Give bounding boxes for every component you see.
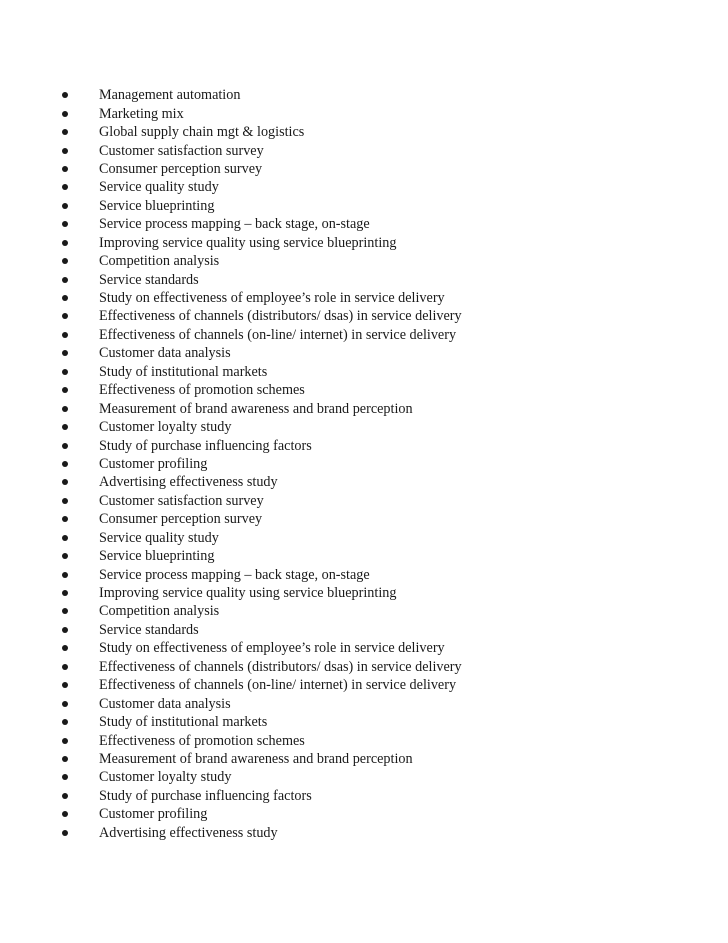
list-item: [62, 381, 662, 399]
list-item: [62, 787, 662, 805]
list-item: [62, 824, 662, 842]
bullet-icon: [62, 221, 68, 227]
list-item: [62, 473, 662, 491]
list-item-text: Improving service quality using service blueprinting: [99, 585, 397, 602]
list-item-text: Service standards: [99, 621, 199, 638]
list-item-text: Advertising effectiveness study: [99, 824, 278, 841]
bullet-icon: [62, 313, 68, 319]
bullet-icon: [62, 111, 68, 117]
list-item: [62, 565, 662, 583]
list-item: [62, 418, 662, 436]
list-item-text: Improving service quality using service blueprinting: [99, 234, 397, 251]
list-item-text: Customer satisfaction survey: [99, 142, 264, 159]
list-item-text: Customer profiling: [99, 455, 208, 472]
list-item-text: Study of institutional markets: [99, 363, 268, 380]
list-item: [62, 344, 662, 362]
list-item-text: Effectiveness of channels (on-line/ internet) in service delivery: [99, 677, 457, 694]
list-item-text: Customer satisfaction survey: [99, 492, 264, 509]
bullet-icon: [62, 203, 68, 209]
list-item-text: Customer data analysis: [99, 695, 231, 712]
bullet-icon: [62, 664, 68, 670]
list-item: [62, 805, 662, 823]
list-item-text: Service quality study: [99, 529, 219, 546]
bullet-list: [62, 86, 662, 842]
bullet-icon: [62, 627, 68, 633]
list-item: [62, 750, 662, 768]
bullet-icon: [62, 166, 68, 172]
bullet-icon: [62, 332, 68, 338]
bullet-icon: [62, 830, 68, 836]
list-item-text: Study on effectiveness of employee’s role in service delivery: [99, 290, 445, 307]
bullet-icon: [62, 682, 68, 688]
list-item-text: Customer profiling: [99, 806, 208, 823]
list-item: [62, 86, 662, 104]
bullet-icon: [62, 738, 68, 744]
list-item-text: Marketing mix: [99, 105, 184, 122]
list-item: [62, 326, 662, 344]
list-item-text: Effectiveness of promotion schemes: [99, 382, 305, 399]
bullet-icon: [62, 719, 68, 725]
bullet-icon: [62, 184, 68, 190]
list-item: [62, 141, 662, 159]
list-item-text: Service blueprinting: [99, 197, 215, 214]
list-item-text: Measurement of brand awareness and brand perception: [99, 400, 413, 417]
list-item-text: Study on effectiveness of employee’s role in service delivery: [99, 640, 445, 657]
list-item-text: Customer loyalty study: [99, 769, 232, 786]
bullet-icon: [62, 387, 68, 393]
bullet-icon: [62, 590, 68, 596]
list-item: [62, 234, 662, 252]
list-item: [62, 510, 662, 528]
bullet-icon: [62, 608, 68, 614]
bullet-icon: [62, 535, 68, 541]
list-item-text: Consumer perception survey: [99, 160, 263, 177]
list-item: [62, 584, 662, 602]
list-item-text: Effectiveness of channels (on-line/ internet) in service delivery: [99, 326, 457, 343]
list-item: [62, 529, 662, 547]
list-item-text: Measurement of brand awareness and brand perception: [99, 750, 413, 767]
list-item: [62, 547, 662, 565]
bullet-icon: [62, 461, 68, 467]
bullet-icon: [62, 774, 68, 780]
list-item: [62, 676, 662, 694]
bullet-icon: [62, 369, 68, 375]
list-item: [62, 694, 662, 712]
list-item: [62, 252, 662, 270]
bullet-icon: [62, 240, 68, 246]
list-item: [62, 621, 662, 639]
bullet-icon: [62, 424, 68, 430]
bullet-icon: [62, 498, 68, 504]
list-item: [62, 123, 662, 141]
list-item: [62, 602, 662, 620]
bullet-icon: [62, 793, 68, 799]
list-item-text: Consumer perception survey: [99, 511, 263, 528]
list-item-text: Effectiveness of promotion schemes: [99, 732, 305, 749]
list-item: [62, 104, 662, 122]
list-item: [62, 436, 662, 454]
list-item-text: Global supply chain mgt & logistics: [99, 124, 305, 141]
list-item-text: Customer data analysis: [99, 345, 231, 362]
list-item-text: Study of purchase influencing factors: [99, 787, 312, 804]
list-item-text: Competition analysis: [99, 603, 220, 620]
list-item-text: Service standards: [99, 271, 199, 288]
bullet-icon: [62, 572, 68, 578]
list-item-text: Service quality study: [99, 179, 219, 196]
bullet-icon: [62, 811, 68, 817]
list-item: [62, 658, 662, 676]
list-item: [62, 197, 662, 215]
list-item-text: Competition analysis: [99, 253, 220, 270]
bullet-icon: [62, 350, 68, 356]
list-item: [62, 639, 662, 657]
list-item: [62, 307, 662, 325]
list-item-text: Effectiveness of channels (distributors/ dsas) in service delivery: [99, 308, 462, 325]
bullet-icon: [62, 479, 68, 485]
list-item-text: Customer loyalty study: [99, 419, 232, 436]
bullet-icon: [62, 553, 68, 559]
list-item: [62, 399, 662, 417]
list-item-text: Effectiveness of channels (distributors/ dsas) in service delivery: [99, 658, 462, 675]
list-item: [62, 731, 662, 749]
list-item-text: Service process mapping – back stage, on-stage: [99, 216, 370, 233]
list-item: [62, 713, 662, 731]
list-item: [62, 768, 662, 786]
bullet-icon: [62, 92, 68, 98]
list-item-text: Study of institutional markets: [99, 714, 268, 731]
bullet-icon: [62, 295, 68, 301]
list-item: [62, 289, 662, 307]
list-item: [62, 492, 662, 510]
list-item-text: Service blueprinting: [99, 548, 215, 565]
bullet-icon: [62, 701, 68, 707]
bullet-icon: [62, 129, 68, 135]
bullet-icon: [62, 443, 68, 449]
list-item-text: Study of purchase influencing factors: [99, 437, 312, 454]
bullet-icon: [62, 277, 68, 283]
list-item: [62, 160, 662, 178]
list-item: [62, 363, 662, 381]
list-item: [62, 270, 662, 288]
bullet-icon: [62, 406, 68, 412]
list-item-text: Management automation: [99, 87, 241, 104]
list-item: [62, 455, 662, 473]
list-item: [62, 215, 662, 233]
list-item-text: Advertising effectiveness study: [99, 474, 278, 491]
bullet-icon: [62, 148, 68, 154]
bullet-icon: [62, 756, 68, 762]
list-item-text: Service process mapping – back stage, on-stage: [99, 566, 370, 583]
list-item: [62, 178, 662, 196]
bullet-icon: [62, 516, 68, 522]
bullet-icon: [62, 258, 68, 264]
bullet-icon: [62, 645, 68, 651]
